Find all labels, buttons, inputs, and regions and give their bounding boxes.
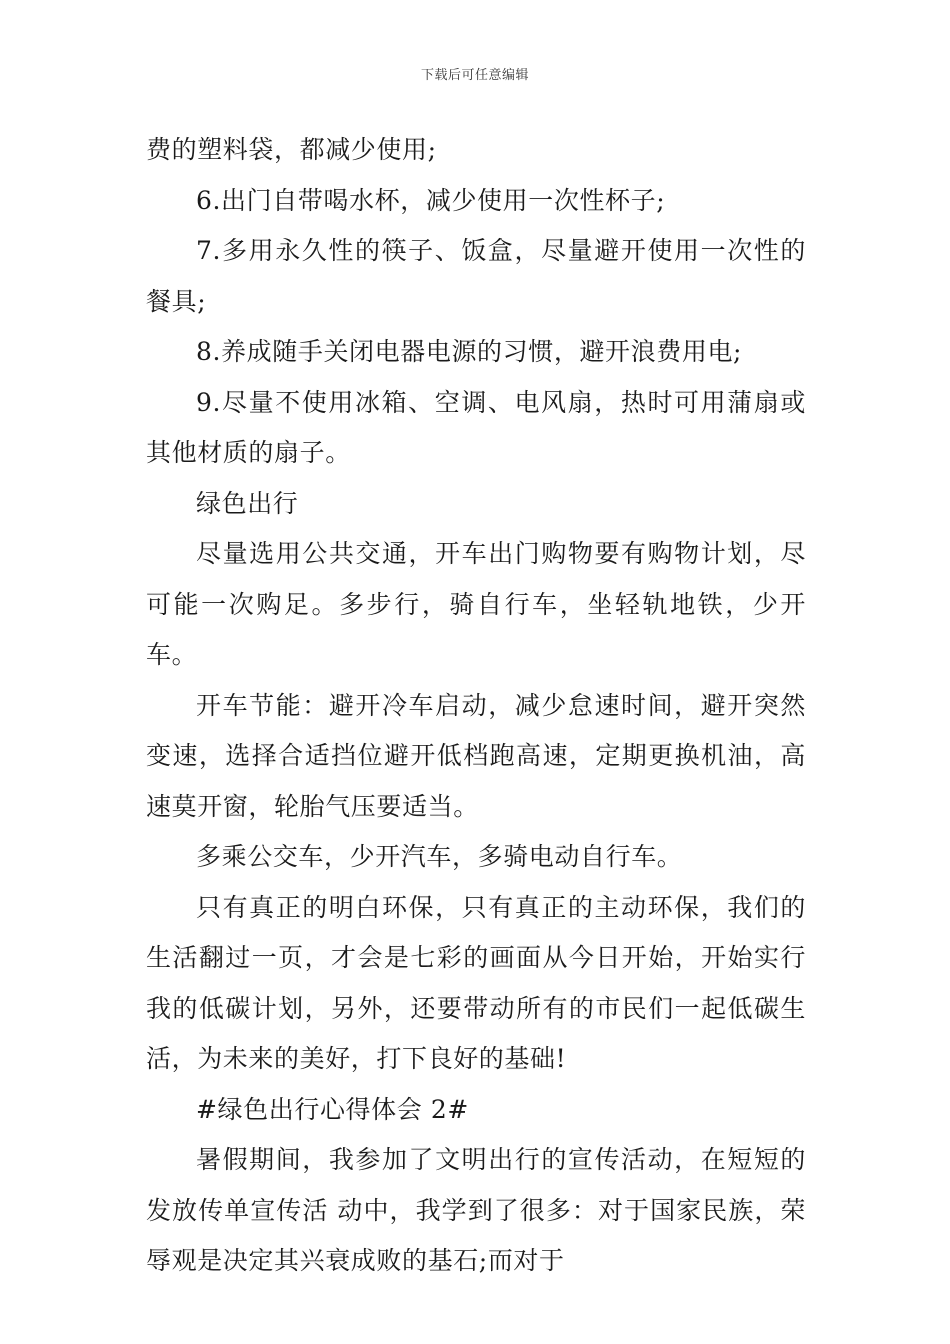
paragraph-bus-and-ebike: 多乘公交车，少开汽车，多骑电动自行车。: [196, 842, 683, 871]
paragraph-driving-energy-saving: 开车节能：避开冷车启动，减少怠速时间，避开突然变速，选择合适挡位避开低档跑高速，定期更换机油，高速莫开窗，轮胎气压要适当。: [146, 690, 806, 821]
paragraph-continuation: 费的塑料袋，都减少使用;: [146, 135, 437, 164]
paragraph-low-carbon-plan: 只有真正的明白环保，只有真正的主动环保，我们的生活翻过一页，才会是七彩的画面从今日开始，开始实行我的低碳计划，另外，还要带动所有的市民们一起低碳生活，为未来的美好，打下良好的基础!: [146, 892, 806, 1073]
paragraph-item-9: 9.尽量不使用冰箱、空调、电风扇，热时可用蒲扇或其他材质的扇子。: [146, 387, 806, 467]
section-heading-green-travel: 绿色出行: [196, 488, 299, 518]
paragraph-item-7: 7.多用永久性的筷子、饭盒，尽量避开使用一次性的餐具;: [146, 236, 806, 316]
paragraph-item-6: 6.出门自带喝水杯，减少使用一次性杯子;: [196, 185, 666, 215]
paragraph-summer-activity: 暑假期间，我参加了文明出行的宣传活动，在短短的发放传单宣传活 动中，我学到了很多：对于国家民族，荣辱观是决定其兴衰成败的基石;而对于: [146, 1145, 806, 1275]
page-header: 下载后可任意编辑: [420, 68, 529, 83]
document-body: [146, 125, 806, 1287]
paragraph-item-8: 8.养成随手关闭电器电源的习惯，避开浪费用电;: [196, 337, 743, 366]
paragraph-public-transport: 尽量选用公共交通，开车出门购物要有购物计划，尽可能一次购足。多步行，骑自行车，坐轻轨地铁，少开车。: [146, 539, 806, 669]
section-heading-experience-2: #绿色出行心得体会 2#: [196, 1094, 469, 1124]
